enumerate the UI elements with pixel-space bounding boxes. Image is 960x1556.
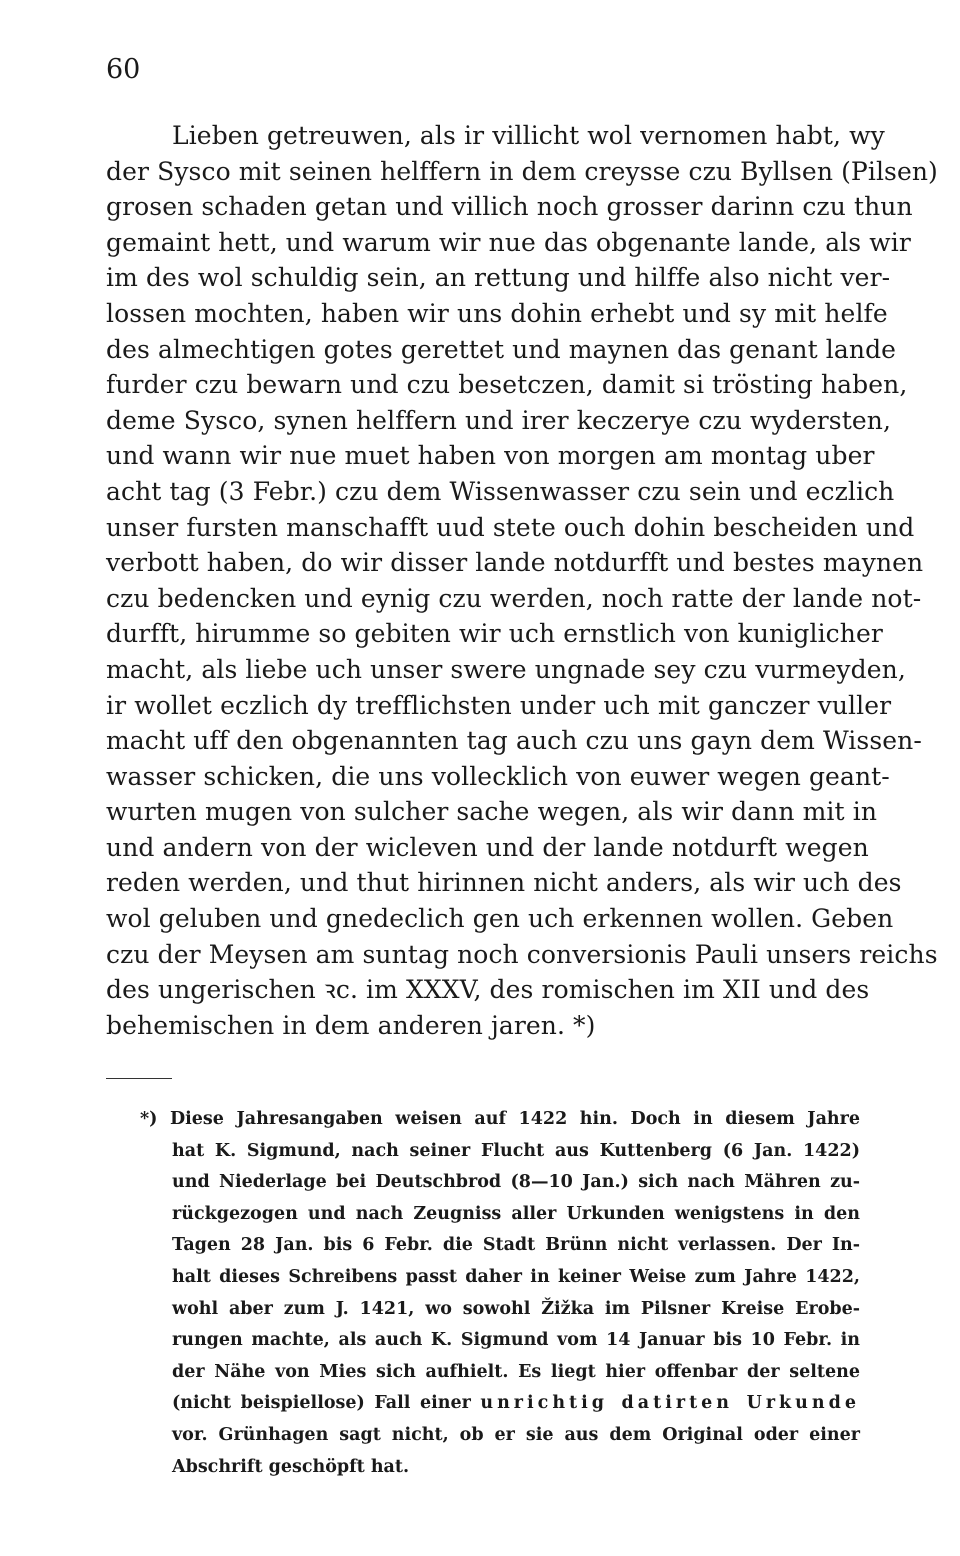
text-line: des ungerischen ꝛc. im XXXV, des romischen im XII und des bbox=[106, 975, 870, 1005]
text-line: unser fursten manschafft uud stete ouch dohin bescheiden und bbox=[106, 512, 915, 542]
footnote-line: und Niederlage bei Deutschbrod (8—10 Jan.) sich nach Mähren zu- bbox=[172, 1172, 860, 1193]
emphasized-spaced-text: unrichtig datirten Urkunde bbox=[480, 1393, 860, 1414]
text-line: Lieben getreuwen, als ir villicht wol vernomen habt, wy bbox=[172, 121, 885, 150]
text-line: czu der Meysen am suntag noch conversionis Pauli unsers reichs bbox=[106, 939, 938, 969]
text-line: ir wollet eczlich dy trefflichsten under uch mit ganczer vuller bbox=[106, 690, 892, 720]
footnote-line: Tagen 28 Jan. bis 6 Febr. die Stadt Brünn nicht verlassen. Der In- bbox=[172, 1235, 860, 1256]
text-line: des almechtigen gotes gerettet und maynen das genant lande bbox=[106, 334, 897, 364]
text-line: durfft, hirumme so gebiten wir uch ernstlich von kuniglicher bbox=[106, 619, 883, 649]
footnote-line: *) Diese Jahresangaben weisen auf 1422 hin. Doch in diesem Jahre bbox=[140, 1109, 860, 1129]
footnote-line: halt dieses Schreibens passt daher in keiner Weise zum Jahre 1422, bbox=[172, 1266, 860, 1287]
footnote-line: der Nähe von Mies sich aufhielt. Es liegt hier offenbar der seltene bbox=[172, 1361, 860, 1382]
text-line: reden werden, und thut hirinnen nicht anders, als wir uch des bbox=[106, 868, 902, 898]
text-line: lossen mochten, haben wir uns dohin erhebt und sy mit helfe bbox=[106, 298, 888, 328]
footnote-line: rückgezogen und nach Zeugniss aller Urkunden wenigstens in den bbox=[172, 1203, 860, 1224]
text-line: macht, als liebe uch unser swere ungnade sey czu vurmeyden, bbox=[106, 654, 906, 684]
footnote-line: vor. Grünhagen sagt nicht, ob er sie aus dem Original oder einer bbox=[172, 1424, 860, 1445]
text-line: und andern von der wicleven und der lande notdurft wegen bbox=[106, 832, 869, 862]
text-line: grosen schaden getan und villich noch grosser darinn czu thun bbox=[106, 192, 913, 222]
text-line: deme Sysco, synen helffern und irer keczerye czu wydersten, bbox=[106, 405, 891, 435]
text-line: wol geluben und gnedeclich gen uch erkennen wollen. Geben bbox=[106, 904, 894, 934]
text-line: wasser schicken, die uns vollecklich von euwer wegen geant- bbox=[106, 761, 890, 791]
text-line: der Sysco mit seinen helffern in dem creysse czu Byllsen (Pilsen) bbox=[106, 156, 938, 186]
footnote-line-text: (nicht beispiellose) Fall einer bbox=[172, 1393, 481, 1414]
footnote-line: rungen machte, als auch K. Sigmund vom 14 Januar bis 10 Febr. in bbox=[172, 1330, 860, 1351]
footnote-separator-rule bbox=[106, 1078, 172, 1079]
footnote-line: hat K. Sigmund, nach seiner Flucht aus Kuttenberg (6 Jan. 1422) bbox=[172, 1140, 860, 1161]
text-line: wurten mugen von sulcher sache wegen, als wir dann mit in bbox=[106, 797, 878, 827]
footnote-line: wohl aber zum J. 1421, wo sowohl Žižka im Pilsner Kreise Erobe- bbox=[172, 1298, 860, 1319]
main-text-block bbox=[106, 118, 938, 1043]
text-line: acht tag (3 Febr.) czu dem Wissenwasser czu sein und eczlich bbox=[106, 476, 895, 506]
text-line: macht uff den obgenannten tag auch czu uns gayn dem Wissen- bbox=[106, 726, 922, 756]
text-line: czu bedencken und eynig czu werden, noch ratte der lande not- bbox=[106, 583, 922, 613]
text-line: gemaint hett, und warum wir nue das obgenante lande, als wir bbox=[106, 227, 911, 257]
footnote-block bbox=[106, 1104, 860, 1483]
text-line: verbott haben, do wir disser lande notdurfft und bestes maynen bbox=[106, 548, 924, 578]
footnote-line: Abschrift geschöpft hat. bbox=[172, 1456, 410, 1477]
text-line: furder czu bewarn und czu besetczen, damit si trösting haben, bbox=[106, 370, 908, 400]
page-number: 60 bbox=[106, 54, 141, 85]
text-line: und wann wir nue muet haben von morgen am montag uber bbox=[106, 441, 875, 471]
text-line: im des wol schuldig sein, an rettung und hilffe also nicht ver- bbox=[106, 263, 891, 293]
footnote-line bbox=[106, 1388, 860, 1420]
text-line: behemischen in dem anderen jaren. *) bbox=[106, 1010, 596, 1040]
